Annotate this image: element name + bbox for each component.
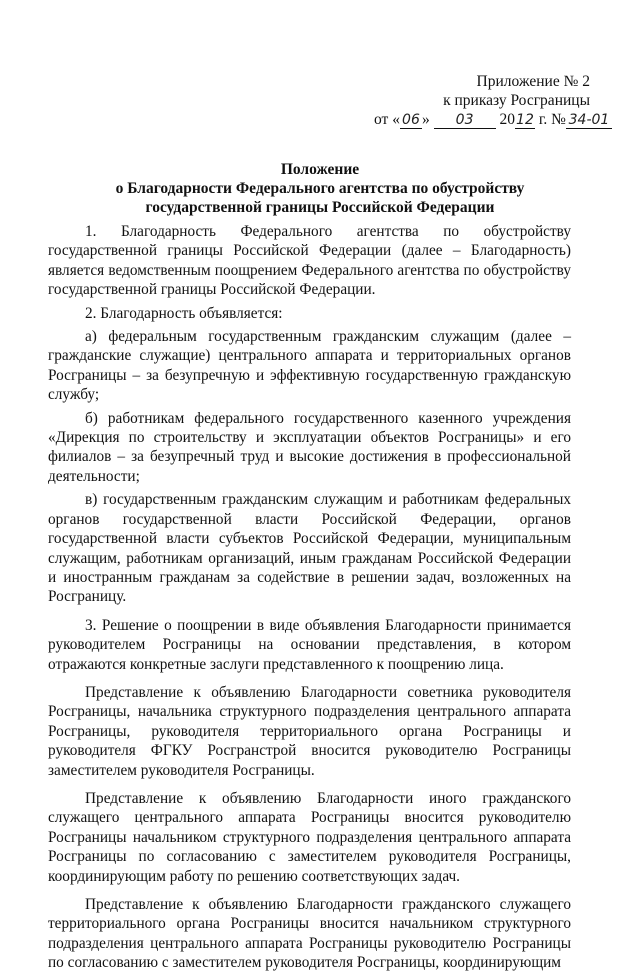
paragraph-2a: а) федеральным государственным гражданским служащим (далее – гражданские служащие) центрального аппарата и территориальных органов Росграницы – за безупречную и эффективную государственную гражданскую службу; [48, 328, 571, 404]
title-line-1: Положение [280, 161, 360, 178]
paragraph-3: 3. Решение о поощрении в виде объявления Благодарности принимается руководителем Росграницы на основании представления, в котором отражаются конкретные заслуги представленного к поощрению лица. [48, 616, 571, 673]
paragraph-6: Представление к объявлению Благодарности гражданского служащего территориального органа Росграницы вносится начальником структурного подразделения центрального аппарата Росграницы руководителю Росграницы по согласованию с заместителем руководителя Росграницы, координирующим [48, 896, 571, 972]
paragraph-2: 2. Благодарность объявляется: [85, 304, 283, 322]
paragraph-4: Представление к объявлению Благодарности советника руководителя Росграницы, начальника структурного подразделения центрального аппарата Росграницы, руководителя территориального органа Росграницы и руководителя ФГКУ Росгранстрой вносится руководителю Росграницы заместителем руководителя Росграницы. [48, 683, 571, 779]
title-line-3: государственной границы Российской Федерации [145, 199, 495, 216]
date-day: 06 [400, 113, 422, 129]
date-year-prefix: 20 [499, 111, 515, 128]
date-month: 03 [434, 113, 496, 129]
appendix-number: Приложение № 2 [476, 73, 590, 90]
paragraph-2b: б) работникам федерального государственного казенного учреждения «Дирекция по строительству и эксплуатации объектов Росграницы» и его филиалов – за безупречный труд и высокие достижения в профессиональной деятельности; [48, 409, 571, 485]
paragraph-2c: в) государственным гражданским служащим и работникам федеральных органов государственной власти Российской Федерации, органов государственной власти субъектов Российской Федерации, муниципальным служащим, работникам организаций, иным гражданам Российской Федерации и иностранным гражданам за содействие в решении задач, возложенных на Росграницу. [48, 491, 571, 606]
date-prefix: от « [374, 111, 400, 128]
date-year: 12 [516, 112, 534, 128]
order-number-label: г. № [538, 111, 566, 128]
title-line-2: о Благодарности Федерального агентства по обустройству [115, 180, 525, 197]
date-quote: » [421, 111, 430, 128]
paragraph-5: Представление к объявлению Благодарности иного гражданского служащего центрального аппарата Росграницы вносится руководителю Росграницы начальником структурного подразделения центрального аппарата Росграницы по согласованию с заместителем руководителя Росграницы, координирующим работу по решению соответствующих задач. [48, 789, 571, 885]
paragraph-1: 1. Благодарность Федерального агентства по обустройству государственной границы Российской Федерации (далее – Благодарность) является ведомственным поощрением Федерального агентства по обустройству государственной границы Российской Федерации. [48, 223, 571, 299]
order-date-line [330, 110, 610, 129]
document-body [48, 222, 571, 977]
order-reference: к приказу Росграницы [443, 92, 590, 109]
appendix-header [330, 72, 610, 129]
order-number: 34-01 [566, 113, 612, 129]
document-title [40, 160, 600, 217]
